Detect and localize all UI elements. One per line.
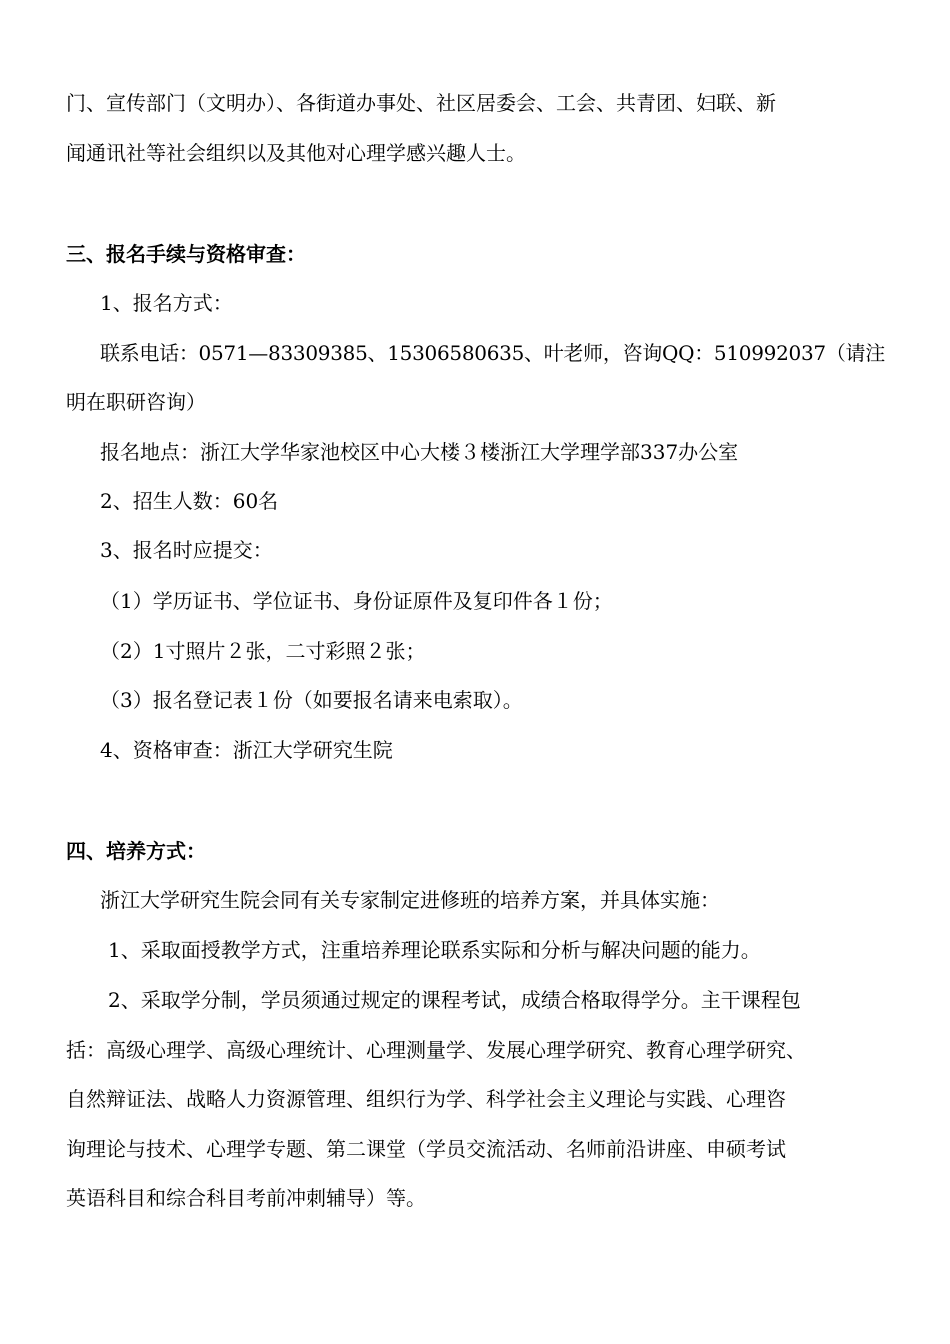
training-item-2-line-3: 自然辩证法、战略人力资源管理、组织行为学、科学社会主义理论与实践、心理咨 [66,1087,786,1111]
section-4-heading: 四、培养方式： [66,839,206,863]
contact-line-1: 联系电话：0571—83309385、15306580635、叶老师，咨询QQ：510992037（请注 [100,341,885,365]
submission-item-1: （1）学历证书、学位证书、身份证原件及复印件各１份； [100,589,613,613]
registration-location: 报名地点：浙江大学华家池校区中心大楼３楼浙江大学理学部337办公室 [100,440,739,464]
registration-method-title: 1、报名方式： [100,291,233,315]
training-item-2-line-1: 2、采取学分制，学员须通过规定的课程考试，成绩合格取得学分。主干课程包 [108,988,801,1012]
training-item-2-line-5: 英语科目和综合科目考前冲刺辅导）等。 [66,1186,426,1210]
section-3-heading: 三、报名手续与资格审查： [66,242,306,266]
enrollment-count: 2、招生人数：60名 [100,489,279,513]
contact-line-2: 明在职研咨询） [66,390,206,414]
training-intro: 浙江大学研究生院会同有关专家制定进修班的培养方案，并具体实施： [100,888,720,912]
intro-line-1: 门、宣传部门（文明办）、各街道办事处、社区居委会、工会、共青团、妇联、新 [66,91,776,115]
submission-item-2: （2）1寸照片２张，二寸彩照２张； [100,639,426,663]
submission-item-3: （3）报名登记表１份（如要报名请来电索取）。 [100,688,523,712]
submission-title: 3、报名时应提交： [100,538,273,562]
training-item-2-line-2: 括：高级心理学、高级心理统计、心理测量学、发展心理学研究、教育心理学研究、 [66,1038,806,1062]
training-item-2-line-4: 询理论与技术、心理学专题、第二课堂（学员交流活动、名师前沿讲座、申硕考试 [66,1137,786,1161]
intro-line-2: 闻通讯社等社会组织以及其他对心理学感兴趣人士。 [66,141,526,165]
training-item-1: 1、采取面授教学方式，注重培养理论联系实际和分析与解决问题的能力。 [108,938,761,962]
qualification-review: 4、资格审查：浙江大学研究生院 [100,738,393,762]
